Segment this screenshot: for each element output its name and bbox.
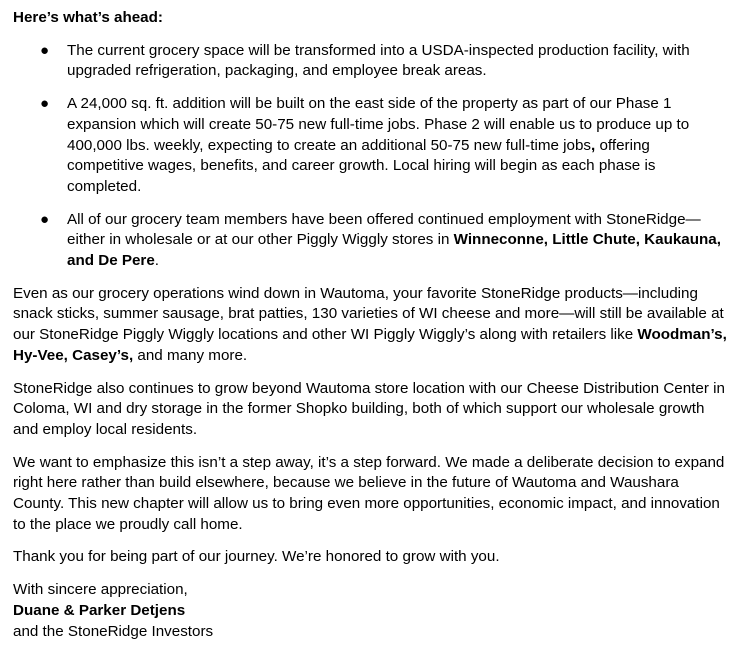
bullet-bold-comma: , — [591, 136, 596, 154]
paragraph-growth: StoneRidge also continues to grow beyond Wautoma store location with our Cheese Distribution Center in Coloma, WI and dry storage in the former Shopko building, both of which support our wholesale growth and employ local residents. — [13, 379, 725, 438]
paragraph-products — [13, 284, 727, 367]
bullet-icon: ● — [40, 41, 50, 59]
paragraph-emphasis: We want to emphasize this isn’t a step away, it’s a step forward. We made a deliberate decision to expand right here rather than build elsewhere, because we believe in the future of Wautoma and Waushara County. This new chapter will allow us to bring even more opportunities, economic impact, and innovation to the place we proudly call home. — [13, 453, 725, 533]
retailers-list: Woodman’s, Hy-Vee, Casey’s, — [13, 326, 727, 364]
salutation: With sincere appreciation, — [13, 581, 188, 599]
section-heading: Here’s what’s ahead: — [13, 9, 163, 26]
bullet-text: A 24,000 sq. ft. addition will be built on the east side of the property as part of our Phase 1 expansion which will create 50-75 new full-time jobs. Phase 2 will enable us to produce up to 400,000 lbs. weekly, expecting to create an additional 50-75 new full-time jobs — [67, 95, 690, 154]
bullet-text-end: . — [154, 252, 160, 270]
signer-group: and the StoneRidge Investors — [13, 622, 214, 640]
plans-list — [13, 41, 727, 272]
bullet-text-continued: offering competitive wages, benefits, and career growth. Local hiring will begin as each phase is completed. — [67, 136, 656, 195]
bullet-icon: ● — [40, 210, 50, 228]
bullet-icon: ● — [40, 95, 50, 113]
signer-names: Duane & Parker Detjens — [13, 601, 186, 619]
list-item — [13, 94, 727, 198]
products-text: Even as our grocery operations wind down in Wautoma, your favorite StoneRidge products—including snack sticks, summer sausage, brat patties, 130 varieties of WI cheese and more—will still be available at our StoneRidge Piggly Wiggly locations and other WI Piggly Wiggly’s along with retailers like — [13, 284, 724, 344]
store-locations: Winneconne, Little Chute, Kaukauna, and De Pere — [67, 231, 721, 270]
bullet-text: All of our grocery team members have been offered continued employment with StoneRidge—either in wholesale or at our other Piggly Wiggly stores in — [67, 210, 701, 249]
paragraph-thanks: Thank you for being part of our journey. We’re honored to grow with you. — [13, 548, 500, 566]
signature-block — [13, 580, 727, 642]
products-text-end: and many more. — [133, 346, 248, 364]
list-item — [13, 210, 727, 272]
list-item — [13, 41, 727, 82]
bullet-text: The current grocery space will be transformed into a USDA-inspected production facility, with upgraded refrigeration, packaging, and employee break areas. — [67, 41, 690, 80]
